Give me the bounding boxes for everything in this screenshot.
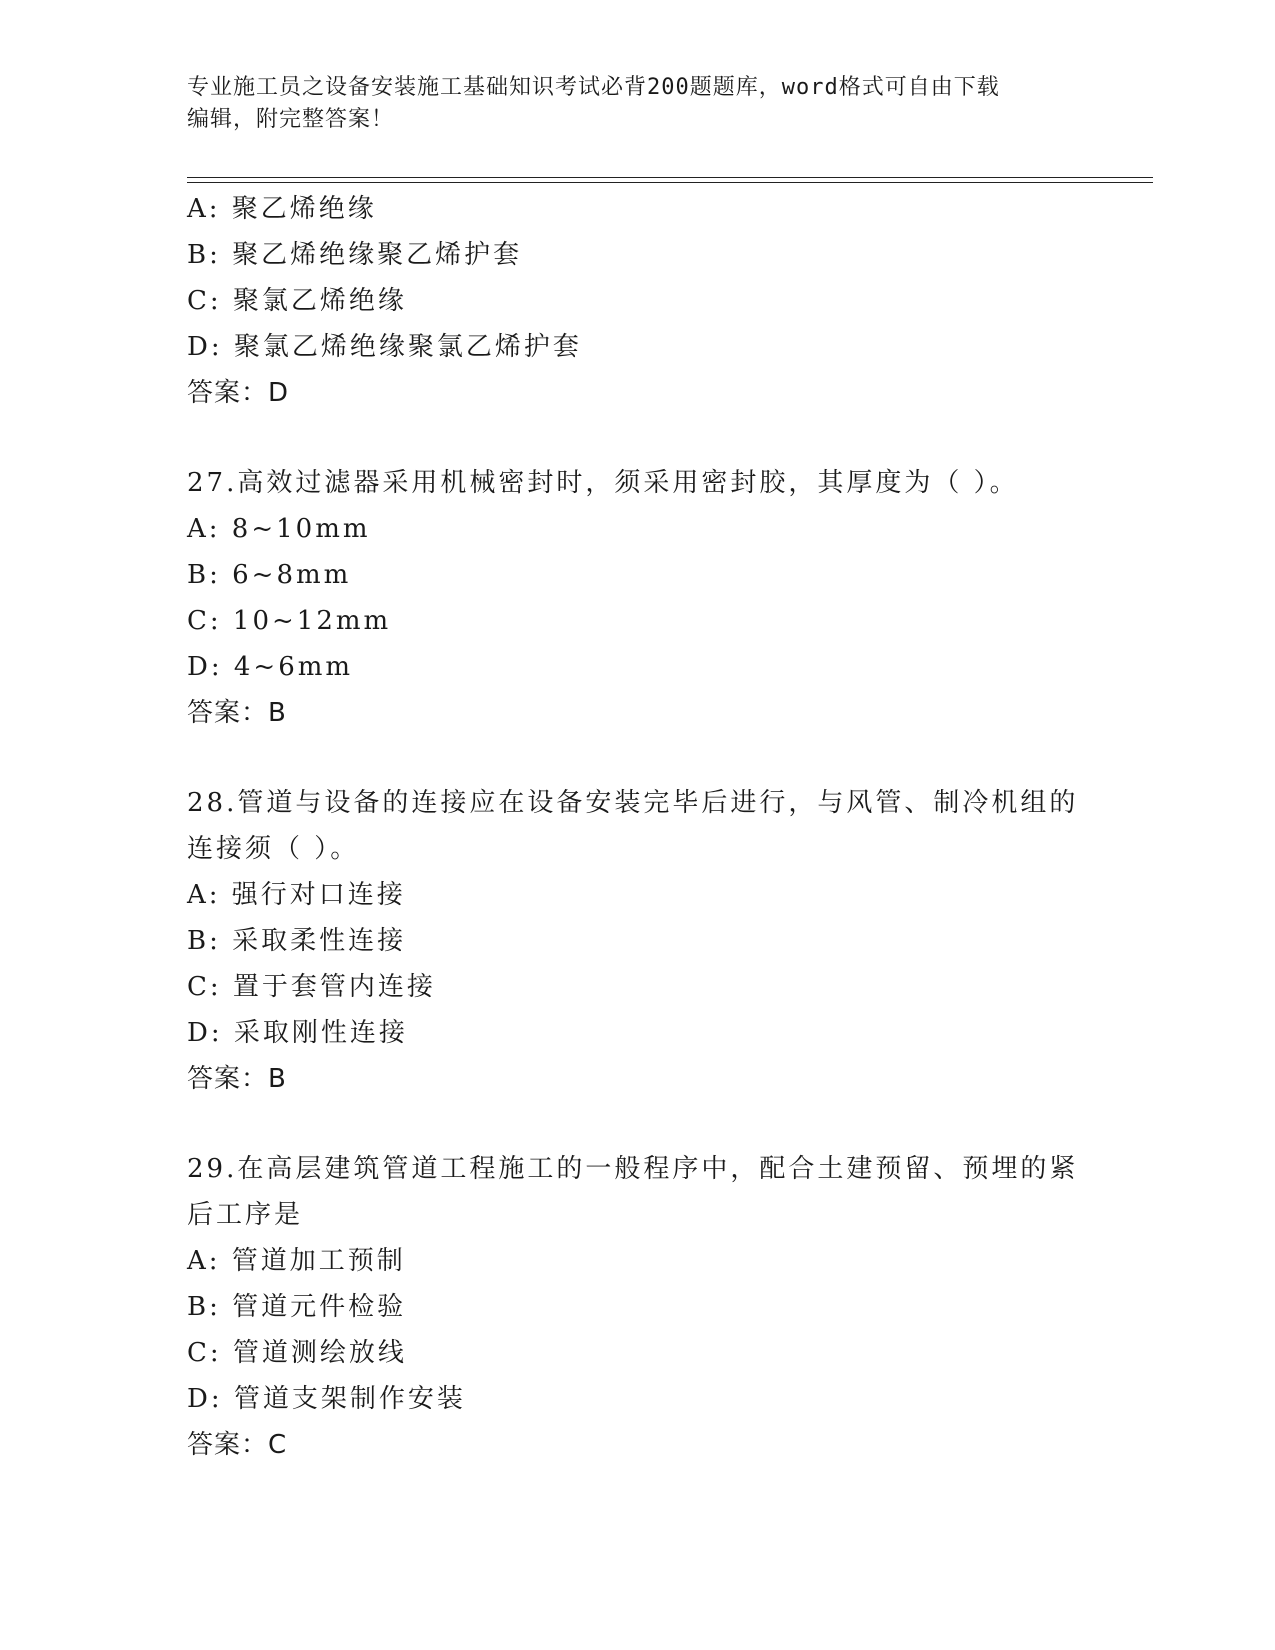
- option-b: B: 6~8mm: [187, 560, 352, 590]
- option-a: A: 强行对口连接: [187, 880, 406, 910]
- option-c: C: 管道测绘放线: [187, 1338, 407, 1368]
- option-b: B: 聚乙烯绝缘聚乙烯护套: [187, 240, 523, 270]
- header-divider-bottom: [187, 182, 1153, 183]
- option-a: A: 聚乙烯绝缘: [187, 194, 377, 224]
- option-c: C: 置于套管内连接: [187, 972, 436, 1002]
- question-stem-line2: 后工序是: [187, 1200, 304, 1230]
- header-title-line1: 专业施工员之设备安装施工基础知识考试必背200题题库，word格式可自由下载: [187, 75, 1000, 100]
- option-a: A: 管道加工预制: [187, 1246, 406, 1276]
- option-d: D: 采取刚性连接: [187, 1018, 408, 1048]
- question-stem: 27.高效过滤器采用机械密封时，须采用密封胶，其厚度为（ ）。: [187, 468, 1019, 498]
- answer-line: 答案：D: [187, 378, 290, 408]
- header-title-line2: 编辑，附完整答案！: [187, 107, 395, 132]
- question-stem-line1: 29.在高层建筑管道工程施工的一般程序中，配合土建预留、预埋的紧: [187, 1154, 1079, 1184]
- question-stem: [187, 780, 1087, 872]
- option-d: D: 管道支架制作安装: [187, 1384, 466, 1414]
- answer-line: 答案：B: [187, 1064, 287, 1094]
- question-26: [187, 186, 1087, 416]
- option-c: C: 聚氯乙烯绝缘: [187, 286, 407, 316]
- option-b: B: 管道元件检验: [187, 1292, 407, 1322]
- question-stem: [187, 1146, 1087, 1238]
- option-a: A: 8~10mm: [187, 514, 371, 544]
- answer-line: 答案：B: [187, 698, 287, 728]
- option-b: B: 采取柔性连接: [187, 926, 407, 956]
- question-stem-line1: 28.管道与设备的连接应在设备安装完毕后进行，与风管、制冷机组的: [187, 788, 1079, 818]
- question-28: [187, 780, 1087, 1102]
- question-stem-line2: 连接须（ ）。: [187, 834, 360, 864]
- option-d: D: 聚氯乙烯绝缘聚氯乙烯护套: [187, 332, 582, 362]
- question-27: [187, 460, 1087, 736]
- answer-line: 答案：C: [187, 1430, 288, 1460]
- option-c: C: 10~12mm: [187, 606, 392, 636]
- question-list: [187, 186, 1087, 1468]
- document-header: [187, 72, 1087, 136]
- question-29: [187, 1146, 1087, 1468]
- option-d: D: 4~6mm: [187, 652, 354, 682]
- header-divider-top: [187, 177, 1153, 178]
